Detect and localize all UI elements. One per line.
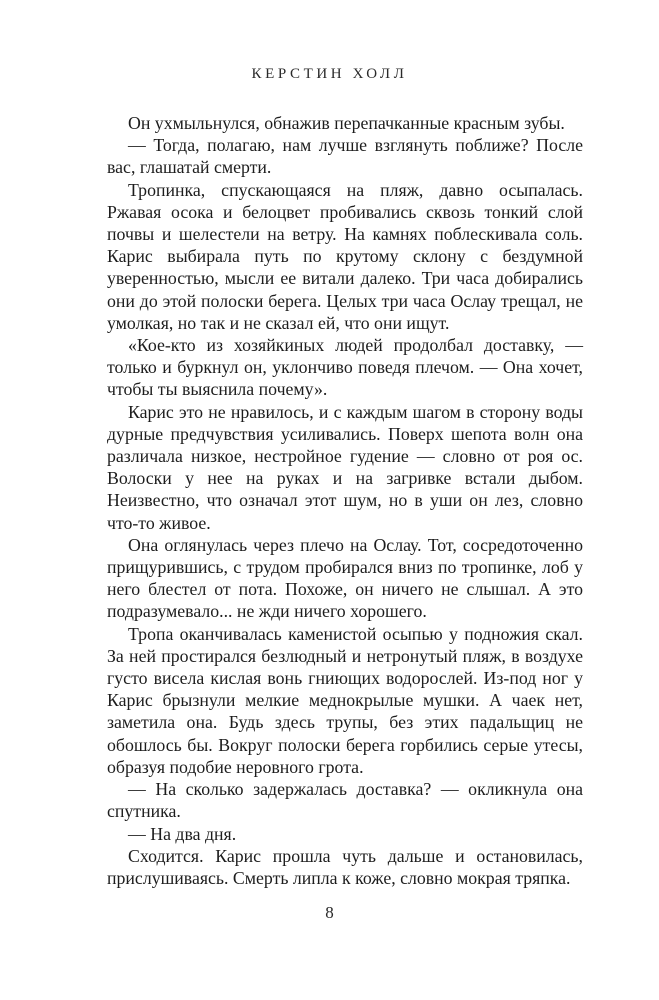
paragraph: Карис это не нравилось, и с каждым шагом в сторону воды дурные предчувствия усиливались. Поверх шепота волн она различала низкое, нестройное гудение — словно от роя ос. Волоски у нее на руках и на загривке встали дыбом. Неизвестно, что означал этот шум, но в уши он лез, словно что-то живое. bbox=[107, 401, 583, 533]
paragraph: Тропинка, спускающаяся на пляж, давно осыпалась. Ржавая осока и белоцвет пробивались сквозь тонкий слой почвы и шелестели на ветру. На камнях поблескивала соль. Карис выбирала путь по крутому склону с бездумной уверенностью, мысли ее витали далеко. Три часа добирались они до этой полоски берега. Целых три часа Ослау трещал, не умолкая, но так и не сказал ей, что они ищут. bbox=[107, 179, 583, 333]
paragraph: «Кое-кто из хозяйкиных людей продолбал доставку, — только и буркнул он, уклончиво поведя плечом. — Она хочет, чтобы ты выяснила почему». bbox=[107, 335, 583, 400]
paragraph: Сходится. Карис прошла чуть дальше и остановилась, прислушиваясь. Смерть липла к коже, словно мокрая тряпка. bbox=[107, 845, 583, 888]
paragraph: Он ухмыльнулся, обнажив перепачканные красным зубы. bbox=[128, 113, 565, 133]
paragraph: — Тогда, полагаю, нам лучше взглянуть поближе? После вас, глашатай смерти. bbox=[107, 135, 583, 178]
body-text bbox=[107, 112, 583, 889]
paragraph: — На сколько задержалась доставка? — окликнула она спутника. bbox=[107, 779, 583, 822]
paragraph: Она оглянулась через плечо на Ослау. Тот, сосредоточенно прищурившись, с трудом пробирался вниз по тропинке, лоб у него блестел от пота. Похоже, он ничего не слышал. А это подразумевало... не жди ничего хорошего. bbox=[107, 534, 583, 622]
paragraph: — На два дня. bbox=[128, 823, 237, 844]
running-head-author: КЕРСТИН ХОЛЛ bbox=[251, 66, 408, 82]
page-number: 8 bbox=[325, 903, 334, 922]
paragraph: Тропа оканчивалась каменистой осыпью у подножия скал. За ней простирался безлюдный и нетронутый пляж, в воздухе густо висела кислая вонь гниющих водорослей. Из-под ног у Карис брызнули мелкие меднокрылые мушки. А чаек нет, заметила она. Будь здесь трупы, без этих падальщиц не обошлось бы. Вокруг полоски берега горбились серые утесы, образуя подобие неровного грота. bbox=[107, 623, 583, 777]
